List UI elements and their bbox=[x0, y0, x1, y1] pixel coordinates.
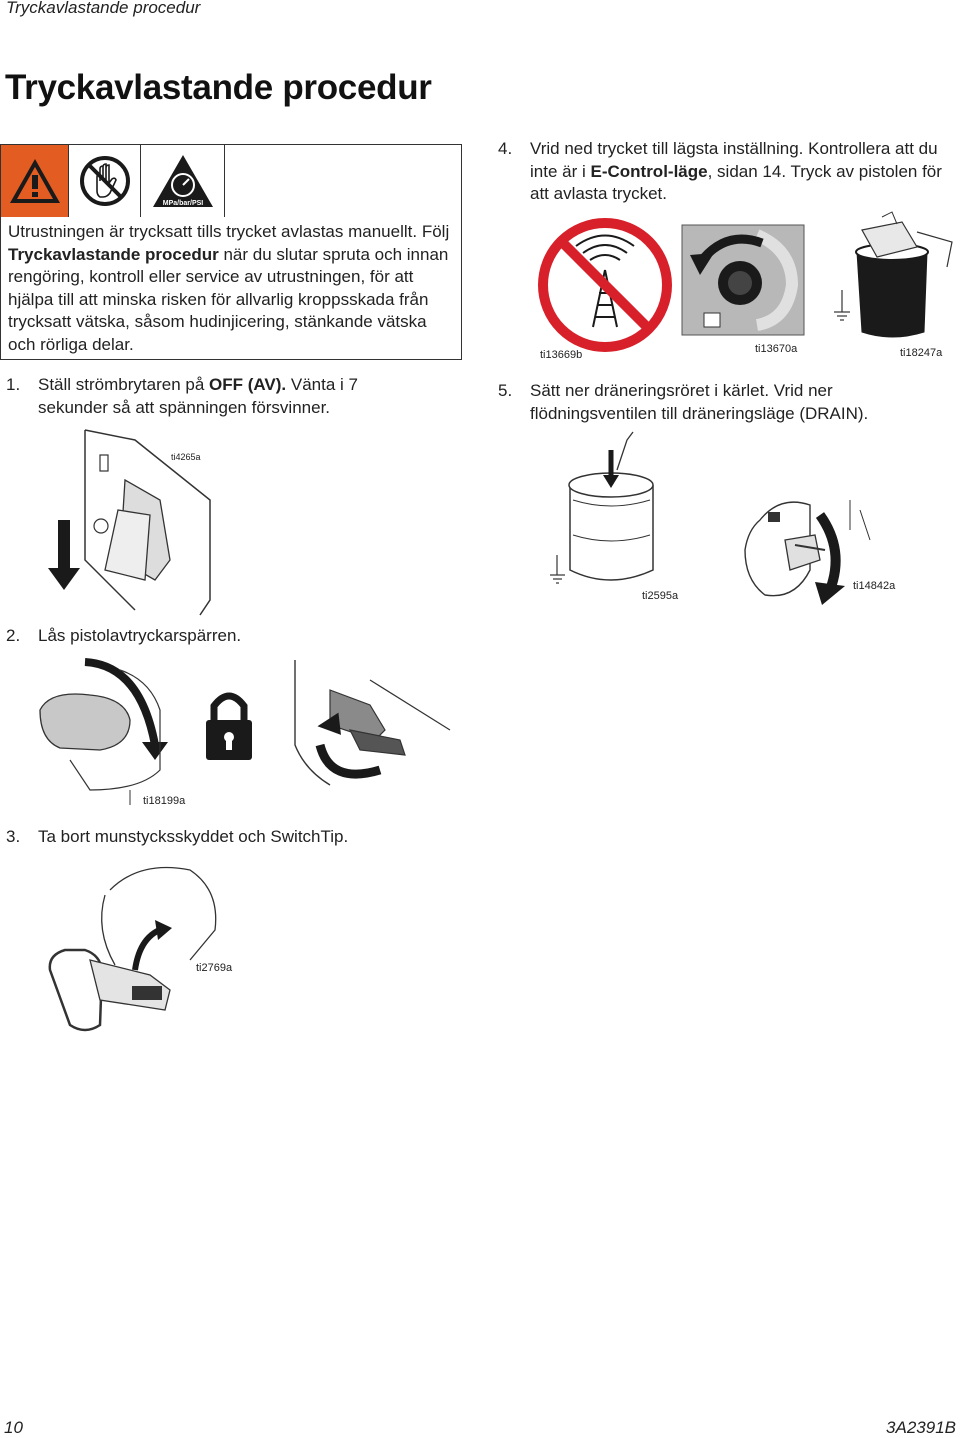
warning-icons bbox=[1, 145, 225, 217]
figure-label-tip: ti2769a bbox=[196, 962, 233, 974]
figure-label-gun-pail: ti18247a bbox=[900, 347, 943, 359]
drain-pail-illustration bbox=[545, 430, 705, 610]
document-code: 3A2391B bbox=[886, 1418, 956, 1437]
step-text: Vrid ned trycket till lägsta inställning. Kontrollera att du inte är i E-Control-läge, sidan 14. Tryck av pistolen för att avlasta trycket. bbox=[530, 139, 942, 203]
figure-label-knob: ti13670a bbox=[755, 343, 798, 355]
step-number: 1. bbox=[6, 375, 21, 394]
step-number: 5. bbox=[498, 381, 513, 400]
pressure-knob-illustration bbox=[682, 225, 807, 365]
gauge-label: MPa/bar/PSI bbox=[162, 200, 203, 207]
warning-line1: Utrustningen är trycksatt tills trycket avlastas manuellt. bbox=[8, 222, 418, 241]
warning-triangle-icon bbox=[1, 145, 69, 217]
gun-in-pail-illustration bbox=[822, 212, 960, 367]
step-number: 3. bbox=[6, 827, 21, 846]
page-number: 10 bbox=[4, 1418, 23, 1437]
warning-box bbox=[0, 144, 462, 360]
step-text: Sätt ner dräneringsröret i kärlet. Vrid ner flödningsventilen till dräneringsläge (DRAIN). bbox=[530, 381, 869, 423]
step-number: 2. bbox=[6, 626, 21, 645]
step-5 bbox=[498, 380, 958, 426]
pressure-gauge-icon bbox=[141, 145, 225, 217]
step-text: Ställ strömbrytaren på OFF (AV). Vänta i 7 sekunder så att spänningen försvinner. bbox=[38, 375, 358, 417]
warning-text-after: när du slutar spruta och innan rengöring, kontroll eller service av utrustningen, för att hjälpa till att minska risken för allvarlig kroppsskada från trycksatt vätska, såsom hudinjicering, stänkande vätska och rörliga delar. bbox=[8, 244, 449, 354]
figure-label-valve: ti14842a bbox=[853, 580, 896, 592]
warning-text bbox=[8, 221, 458, 356]
running-header: Tryckavlastande procedur bbox=[6, 0, 201, 17]
step-3 bbox=[6, 826, 426, 850]
no-hand-icon bbox=[69, 145, 141, 217]
step-text: Ta bort munstycksskyddet och SwitchTip. bbox=[38, 827, 349, 846]
warning-text-before: Följ bbox=[421, 222, 450, 241]
figure-label-lock: ti18199a bbox=[143, 795, 186, 807]
figure-label-switch: ti4265a bbox=[171, 452, 201, 462]
switchtip-illustration bbox=[40, 850, 260, 1040]
step-number: 4. bbox=[498, 139, 513, 158]
step-4 bbox=[498, 138, 958, 208]
warning-text-bold: Tryckavlastande procedur bbox=[8, 244, 219, 264]
step-text: Lås pistolavtryckarspärren. bbox=[38, 626, 242, 645]
figure-label-no-signal: ti13669b bbox=[540, 349, 583, 361]
no-wireless-signal-illustration bbox=[535, 215, 675, 365]
figure-label-pail: ti2595a bbox=[642, 590, 679, 602]
page-title: Tryckavlastande procedur bbox=[5, 68, 432, 107]
step-2 bbox=[6, 625, 426, 649]
step-1 bbox=[6, 374, 426, 420]
power-switch-illustration bbox=[0, 420, 240, 620]
trigger-lock-illustration bbox=[30, 650, 470, 815]
prime-valve-illustration bbox=[740, 490, 958, 610]
